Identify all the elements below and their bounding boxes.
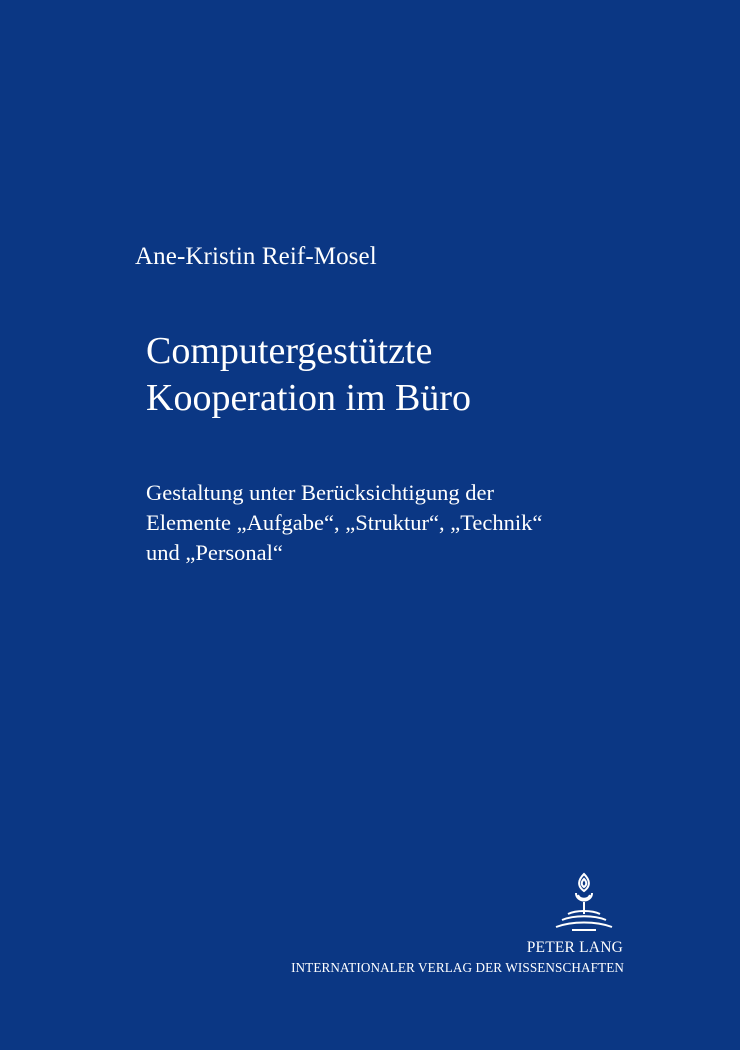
publisher-tagline: INTERNATIONALER VERLAG DER WISSENSCHAFTEN [291, 960, 624, 975]
publisher-name: PETER LANG [526, 939, 623, 956]
author-name: Ane-Kristin Reif-Mosel [135, 243, 377, 270]
title-line: Computergestützte [146, 330, 433, 372]
book-title [146, 328, 471, 422]
subtitle-line: und „Personal“ [146, 540, 283, 565]
peter-lang-logo-icon [548, 872, 620, 934]
subtitle-line: Gestaltung unter Berücksichtigung der [146, 480, 495, 505]
title-line: Kooperation im Büro [146, 377, 472, 419]
book-subtitle [146, 478, 542, 568]
subtitle-line: Elemente „Aufgabe“, „Struktur“, „Technik“ [146, 510, 543, 535]
